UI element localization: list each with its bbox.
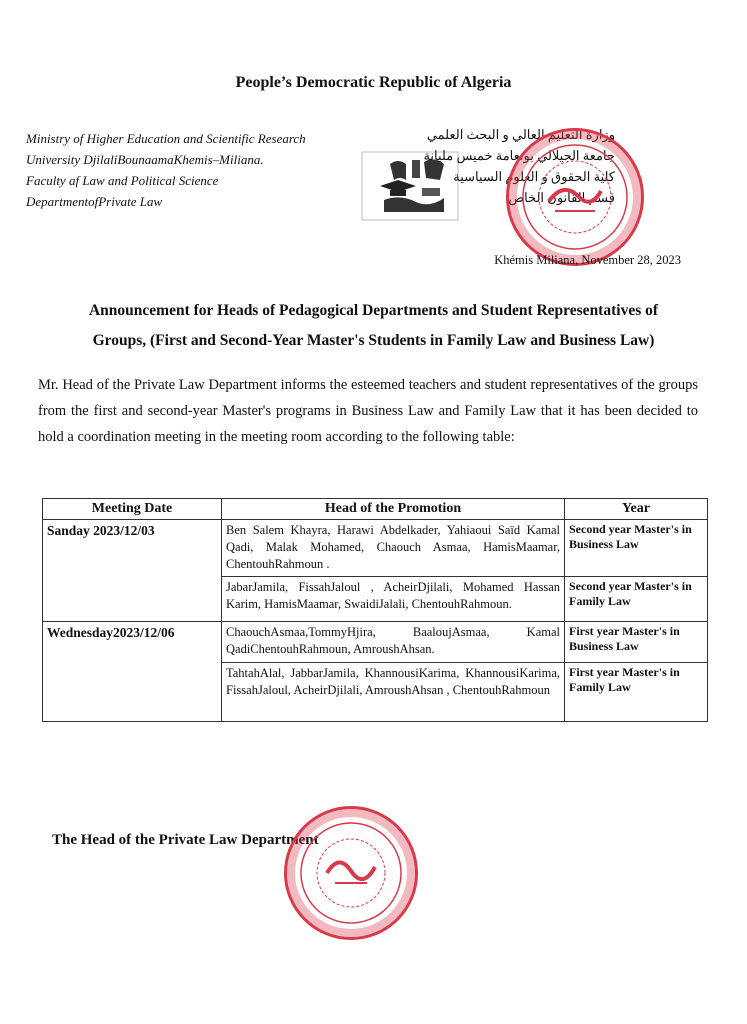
- col-header-meeting-date: Meeting Date: [43, 499, 222, 520]
- institution-block-english: [26, 128, 306, 212]
- official-stamp-bottom: [284, 806, 418, 940]
- country-title: People’s Democratic Republic of Algeria: [235, 74, 512, 91]
- signature-title: The Head of the Private Law Department: [52, 832, 319, 848]
- col-header-year: Year: [565, 499, 708, 520]
- ministry-line: Ministry of Higher Education and Scientific Research: [26, 131, 306, 146]
- year-cell: First year Master's in Business Law: [565, 622, 708, 663]
- announcement-title-line-2: Groups, (First and Second-Year Master's Students in Family Law and Business Law): [92, 332, 655, 349]
- col-header-head-of-promotion: Head of the Promotion: [222, 499, 565, 520]
- announcement-body: Mr. Head of the Private Law Department informs the esteemed teachers and student representatives of the groups from the first and second-year Master's programs in Business Law and Family Law that it has been decided to hold a coordination meeting in the meeting room according to the following table:: [38, 377, 698, 445]
- table-header-row: [43, 499, 708, 520]
- heads-cell: TahtahAlal, JabbarJamila, KhannousiKarima, KhannousiKarima, FissahJaloul, AcheirDjilali, AmroushAhsan , ChentouhRahmoun: [222, 663, 565, 722]
- ministry-line-arabic: وزارة التعليم العالي و البحث العلمي: [426, 127, 615, 142]
- heads-cell: JabarJamila, FissahJaloul , AcheirDjilali, Mohamed Hassan Karim, HamisMaamar, SwaidiJalali, ChentouhRahmoun.: [222, 577, 565, 622]
- meeting-schedule-table: [42, 498, 708, 722]
- meeting-date-cell: Sanday 2023/12/03: [43, 520, 222, 622]
- announcement-title-line-1: Announcement for Heads of Pedagogical Departments and Student Representatives of: [88, 302, 659, 319]
- heads-cell: ChaouchAsmaa,TommyHjira, BaaloujAsmaa, Kamal QadiChentouhRahmoun, AmroushAhsan.: [222, 622, 565, 663]
- official-stamp-top: [506, 128, 644, 266]
- meeting-date-cell: Wednesday2023/12/06: [43, 622, 222, 722]
- department-line-arabic: قسم القانون الخاص: [508, 190, 615, 205]
- department-line: DepartmentofPrivate Law: [26, 194, 163, 209]
- faculty-line: Faculty af Law and Political Science: [26, 173, 219, 188]
- university-line-arabic: جامعة الجيلالي بونعامة خميس مليانة: [423, 148, 615, 163]
- faculty-line-arabic: كلية الحقوق و العلوم السياسية: [453, 169, 615, 184]
- table-row: [43, 622, 708, 663]
- year-cell: Second year Master's in Family Law: [565, 577, 708, 622]
- university-line: University DjilaliBounaamaKhemis–Miliana.: [26, 152, 264, 167]
- year-cell: Second year Master's in Business Law: [565, 520, 708, 577]
- heads-cell: Ben Salem Khayra, Harawi Abdelkader, Yahiaoui Saïd Kamal Qadi, Malak Mohamed, Chaouch Asmaa, HamisMaamar, ChentouhRahmoun .: [222, 520, 565, 577]
- announcement-title: [0, 296, 747, 356]
- year-cell: First year Master's in Family Law: [565, 663, 708, 722]
- table-row: [43, 520, 708, 577]
- document-date: Khémis Miliana, November 28, 2023: [494, 253, 681, 267]
